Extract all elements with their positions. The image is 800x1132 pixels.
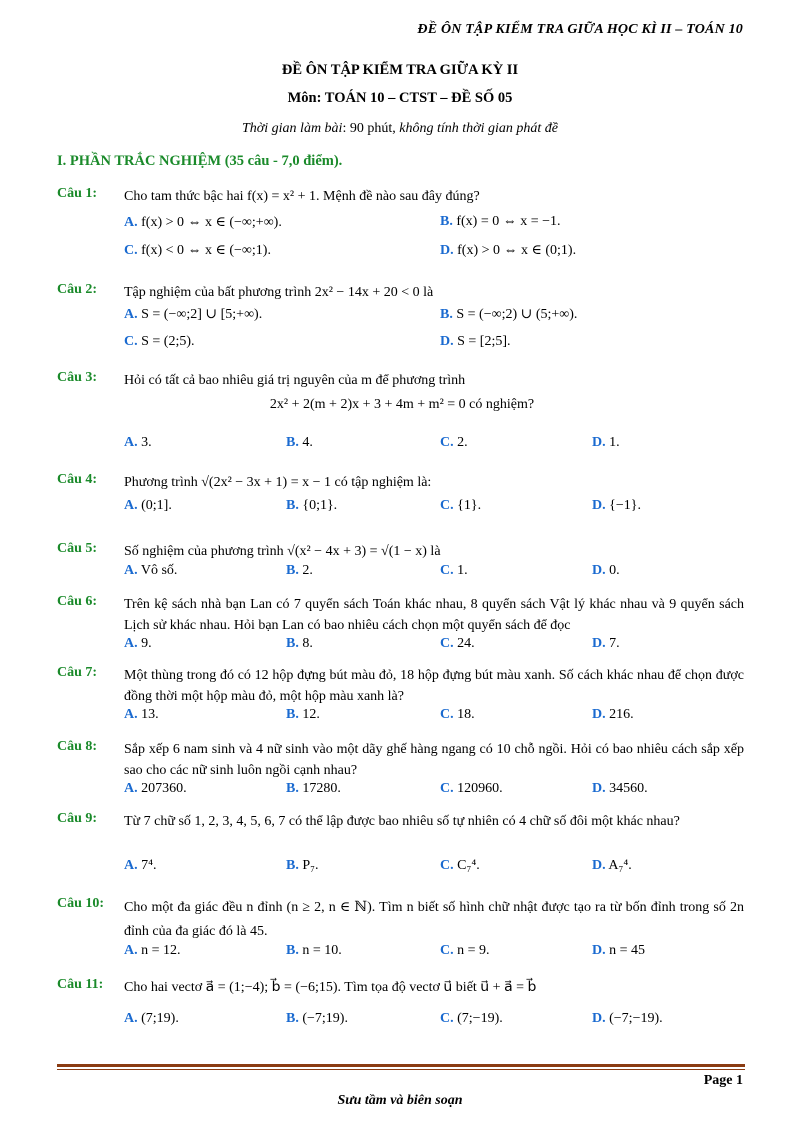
options-row [124,858,754,880]
option-b: B. f(x) = 0 ⇔ x = −1. [440,214,561,229]
option-a: A. (0;1]. [124,498,172,513]
option-b: B. P₇. [286,858,319,873]
option-d: D. A₇⁴. [592,858,632,873]
exam-time [0,121,800,137]
option-b: B. S = (−∞;2) ∪ (5;+∞). [440,307,578,322]
option-c: C. S = (2;5). [124,334,195,349]
question-text: Tập nghiệm của bất phương trình 2x² − 14x + 20 < 0 là [124,285,434,300]
question-text: Hỏi có tất cả bao nhiêu giá trị nguyên của m để phương trình [124,373,466,388]
question-text: Từ 7 chữ số 1, 2, 3, 4, 5, 6, 7 có thể lập được bao nhiêu số tự nhiên có 4 chữ số đôi một khác nhau? [124,814,680,829]
option-b: B. 17280. [286,781,341,796]
options-row [124,781,754,803]
question-label: Câu 5: [57,541,98,556]
options-row [124,435,754,457]
question-text: Trên kệ sách nhà bạn Lan có 7 quyển sách Toán khác nhau, 8 quyển sách Vật lý khác nhau và 9 quyển sách Lịch sử khác nhau. Hỏi bạn Lan có bao nhiêu cách chọn một quyển sách để đọc [124,597,744,633]
options-row [124,334,754,356]
exam-title: ĐỀ ÔN TẬP KIỂM TRA GIỮA KỲ II [281,62,519,78]
page-number: Page 1 [703,1073,743,1088]
option-b: B. n = 10. [286,943,342,958]
option-b: B. 4. [286,435,313,450]
option-c: C. (7;−19). [440,1011,503,1026]
options-row [124,563,754,585]
option-d: D. 7. [592,636,620,651]
options-row [124,214,754,236]
question-label: Câu 2: [57,282,98,297]
option-c: C. f(x) < 0 ⇔ x ∈ (−∞;1). [124,243,271,258]
time-prefix: Thời gian làm bài [242,121,343,136]
option-d: D. 216. [592,707,634,722]
option-d: D. S = [2;5]. [440,334,511,349]
option-a: A. 13. [124,707,159,722]
exam-subject: Môn: TOÁN 10 – CTST – ĐỀ SỐ 05 [287,90,513,106]
question-label: Câu 4: [57,472,98,487]
option-b: B. (−7;19). [286,1011,348,1026]
option-a: A. (7;19). [124,1011,179,1026]
question-label: Câu 6: [57,594,98,609]
option-c: C. C₇⁴. [440,858,480,873]
question-text: Cho một đa giác đều n đỉnh (n ≥ 2, n ∈ ℕ). Tìm n biết số hình chữ nhật được tạo ra từ bốn đỉnh trong số 2n đỉnh của đa giác đó là 45. [124,900,744,939]
question-equation: 2x² + 2(m + 2)x + 3 + 4m + m² = 0 có nghiệm? [269,397,535,412]
question-text: Số nghiệm của phương trình √(x² − 4x + 3) = √(1 − x) là [124,544,441,559]
options-row [124,707,754,729]
running-header: ĐỀ ÔN TẬP KIỂM TRA GIỮA HỌC KÌ II – TOÁN 10 [417,22,743,37]
footer-credit: Sưu tầm và biên soạn [337,1093,463,1108]
option-b: B. 8. [286,636,313,651]
option-b: B. 12. [286,707,320,722]
option-d: D. 1. [592,435,620,450]
option-a: A. f(x) > 0 ⇔ x ∈ (−∞;+∞). [124,215,282,230]
question-text: Phương trình √(2x² − 3x + 1) = x − 1 có tập nghiệm là: [124,475,432,490]
options-row [124,242,754,264]
option-c: C. 18. [440,707,475,722]
footer-rule-thick [57,1064,745,1067]
question-text: Cho hai vectơ a⃗ = (1;−4); b⃗ = (−6;15). Tìm tọa độ vectơ u⃗ biết u⃗ + a⃗ = b⃗ [124,980,537,995]
options-row [124,636,754,658]
option-c: C. 120960. [440,781,503,796]
option-b: B. {0;1}. [286,498,338,513]
option-c: C. 2. [440,435,468,450]
option-a: A. 3. [124,435,152,450]
time-value: : 90 phút, [342,121,400,136]
question-label: Câu 1: [57,186,98,201]
option-d: D. f(x) > 0 ⇔ x ∈ (0;1). [440,243,577,258]
option-c: C. 1. [440,563,468,578]
option-a: A. Vô số. [124,563,178,578]
options-row [124,1011,754,1033]
question-label: Câu 10: [57,896,105,911]
option-b: B. 2. [286,563,313,578]
option-d: D. {−1}. [592,498,641,513]
question-label: Câu 11: [57,977,104,992]
options-row [124,943,754,965]
question-label: Câu 7: [57,665,98,680]
options-row [124,306,754,328]
section-title: I. PHẦN TRẮC NGHIỆM (35 câu - 7,0 điểm). [57,153,343,169]
question-text: Sắp xếp 6 nam sinh và 4 nữ sinh vào một dãy ghế hàng ngang có 10 chỗ ngồi. Hỏi có bao nhiêu cách sắp xếp sao cho các nữ sinh luôn ngồi cạnh nhau? [124,742,744,778]
option-d: D. 0. [592,563,620,578]
option-a: A. 207360. [124,781,187,796]
option-d: D. 34560. [592,781,648,796]
options-row [124,498,754,520]
option-d: D. n = 45 [592,943,646,958]
time-suffix: không tính thời gian phát đề [399,121,558,136]
question-text: Một thùng trong đó có 12 hộp đựng bút màu đỏ, 18 hộp đựng bút màu xanh. Số cách khác nhau để chọn được đồng thời một hộp màu đỏ, một hộp màu xanh là? [124,668,744,704]
question-label: Câu 9: [57,811,98,826]
option-a: A. n = 12. [124,943,181,958]
option-d: D. (−7;−19). [592,1011,663,1026]
question-text: Cho tam thức bậc hai f(x) = x² + 1. Mệnh đề nào sau đây đúng? [124,189,480,204]
option-c: C. n = 9. [440,943,490,958]
option-c: C. 24. [440,636,475,651]
footer-rule-thin [57,1069,745,1070]
question-label: Câu 8: [57,739,98,754]
option-a: A. 7⁴. [124,858,157,873]
option-a: A. S = (−∞;2] ∪ [5;+∞). [124,307,263,322]
option-a: A. 9. [124,636,152,651]
question-label: Câu 3: [57,370,98,385]
option-c: C. {1}. [440,498,482,513]
